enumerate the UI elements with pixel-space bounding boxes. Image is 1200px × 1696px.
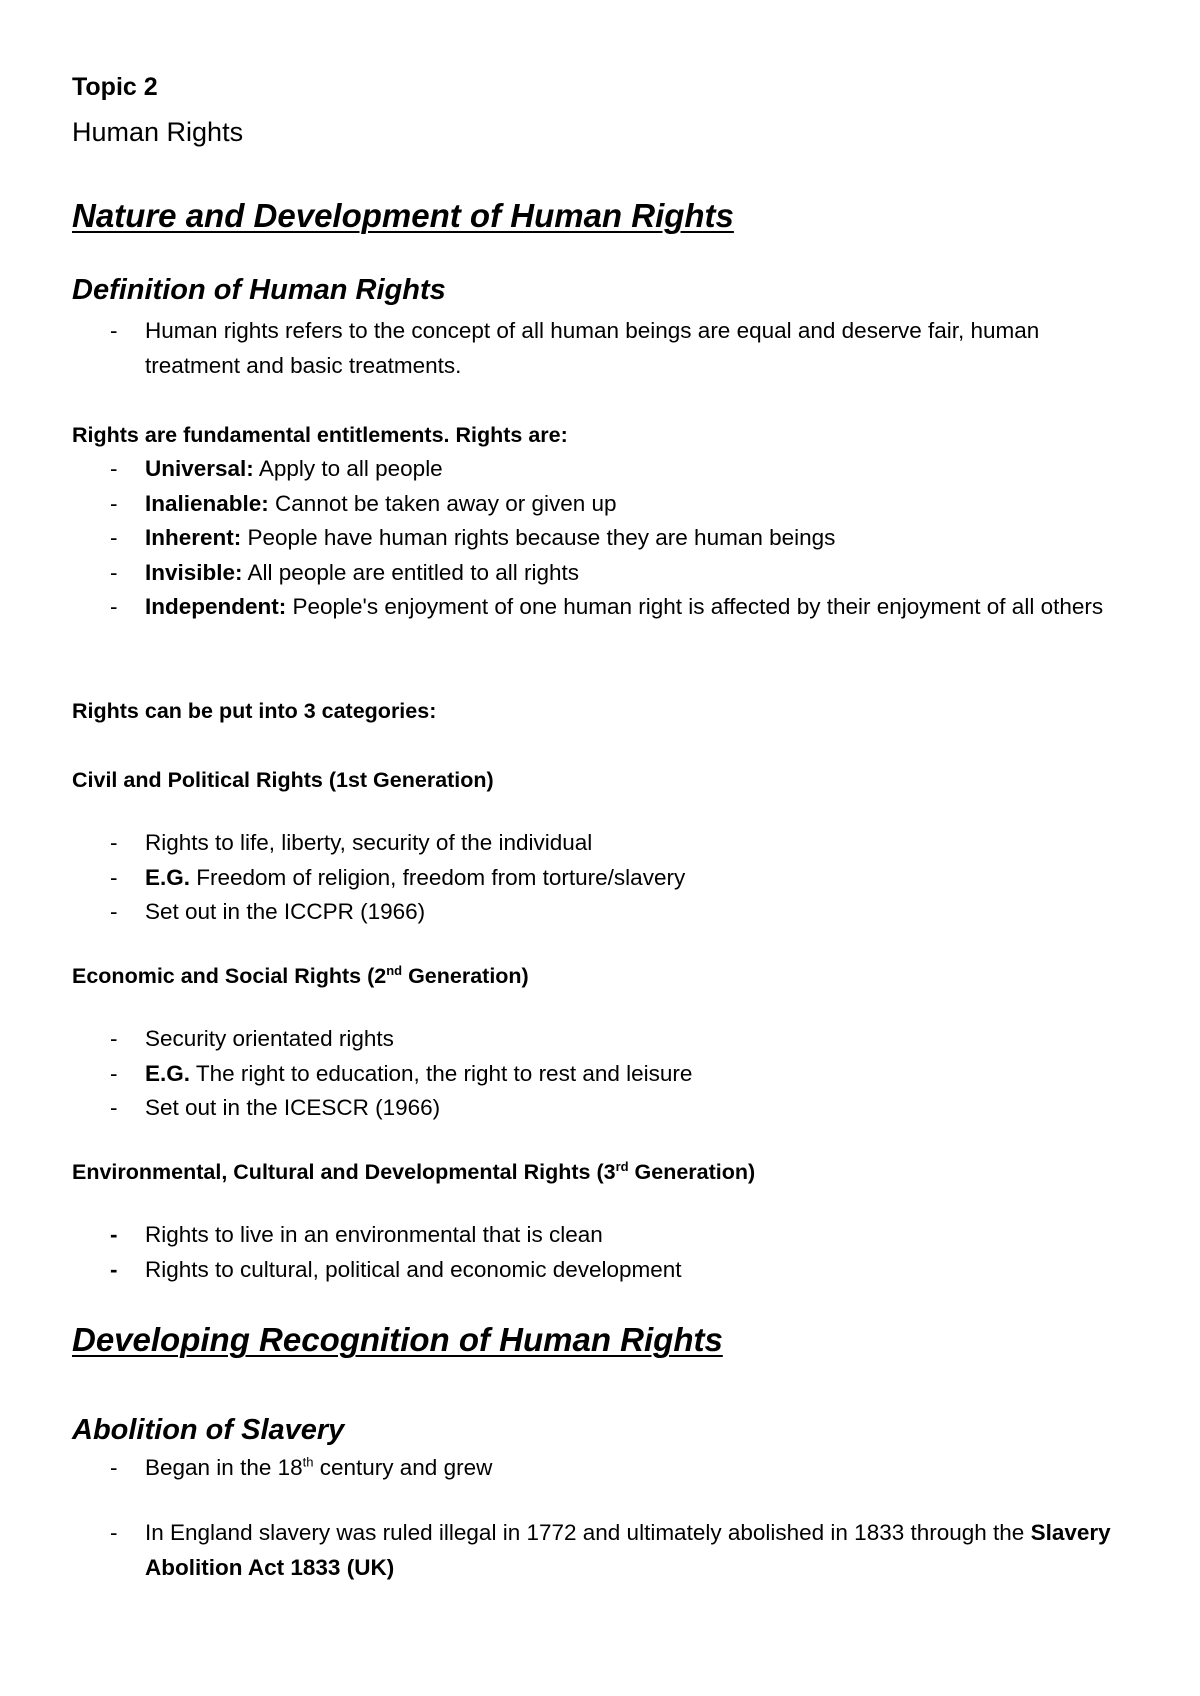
section-heading-nature: Nature and Development of Human Rights (72, 197, 734, 234)
term-description: People have human rights because they are human beings (241, 525, 836, 550)
dash-bullet: - (110, 1520, 118, 1545)
second-generation-list (72, 1022, 1132, 1126)
list-item (72, 1022, 1132, 1057)
term-inherent: Inherent: (145, 525, 242, 550)
list-item (72, 1218, 1132, 1253)
list-item (72, 314, 1132, 383)
item-term: E.G. (145, 1060, 191, 1086)
list-item (72, 487, 1132, 522)
abolition-list-2 (72, 1516, 1132, 1585)
item-term: E.G. (145, 864, 191, 890)
item-text: Set out in the ICESCR (1966) (145, 1095, 441, 1120)
ordinal-suffix: th (302, 1454, 314, 1470)
term-description: People's enjoyment of one human right is affected by their enjoyment of all others (286, 594, 1104, 619)
list-item (72, 590, 1132, 625)
list-item (72, 452, 1132, 487)
dash-bullet: - (110, 1256, 118, 1282)
third-generation-label (72, 1158, 755, 1186)
term-description: All people are entitled to all rights (242, 559, 579, 585)
label-text: Generation) (628, 1160, 756, 1184)
term-independent: Independent: (145, 594, 287, 619)
item-text: Security orientated rights (145, 1026, 394, 1051)
dash-bullet: - (110, 1222, 118, 1247)
dash-bullet: - (110, 899, 118, 924)
definition-text: Human rights refers to the concept of all human beings are equal and deserve fair, human treatment and basic treatments. (145, 318, 1040, 378)
list-item (72, 521, 1132, 556)
dash-bullet: - (110, 594, 118, 619)
list-item (72, 556, 1132, 591)
dash-bullet: - (110, 456, 118, 481)
subheading-abolition: Abolition of Slavery (72, 1414, 345, 1446)
subheading-definition: Definition of Human Rights (72, 274, 446, 306)
item-text: Freedom of religion, freedom from torture/slavery (190, 864, 686, 890)
item-text: Began in the 18 (145, 1455, 303, 1480)
dash-bullet: - (110, 1026, 118, 1051)
categories-label: Rights can be put into 3 categories: (72, 699, 437, 723)
abolition-list-1 (72, 1451, 1132, 1486)
item-text: In England slavery was ruled illegal in 1772 and ultimately abolished in 1833 through the (145, 1520, 1031, 1545)
label-text: Generation) (402, 964, 529, 988)
rights-are-label: Rights are fundamental entitlements. Rights are: (72, 423, 568, 447)
dash-bullet: - (110, 1095, 118, 1120)
dash-bullet: - (110, 525, 118, 550)
item-text: century and grew (313, 1455, 493, 1480)
dash-bullet: - (110, 1455, 118, 1480)
item-text: The right to education, the right to rest and leisure (190, 1060, 693, 1086)
dash-bullet: - (110, 1060, 118, 1086)
item-text: Rights to live in an environmental that is clean (145, 1222, 603, 1247)
slavery-act-name: Slavery Abolition Act 1833 (UK) (145, 1520, 1111, 1580)
list-item (72, 1516, 1132, 1585)
list-item (72, 895, 1132, 930)
label-text: Economic and Social Rights (2 (72, 964, 387, 988)
topic-label: Topic 2 (72, 73, 158, 101)
list-item (72, 1091, 1132, 1126)
second-generation-label (72, 962, 529, 990)
term-description: Apply to all people (253, 456, 443, 481)
list-item (72, 861, 1132, 896)
ordinal-suffix: rd (615, 1158, 629, 1174)
term-invisible: Invisible: (145, 559, 243, 585)
dash-bullet: - (110, 490, 118, 516)
definition-list (72, 314, 1132, 383)
list-item (72, 826, 1132, 861)
dash-bullet: - (110, 830, 118, 855)
list-item (72, 1451, 1132, 1486)
dash-bullet: - (110, 559, 118, 585)
list-item (72, 1057, 1132, 1092)
item-text: Set out in the ICCPR (1966) (145, 899, 426, 924)
first-generation-label: Civil and Political Rights (1st Generation) (72, 768, 494, 792)
third-generation-list (72, 1218, 1132, 1287)
rights-are-list (72, 452, 1132, 625)
term-description: Cannot be taken away or given up (268, 490, 617, 516)
document-subtitle: Human Rights (72, 117, 244, 147)
item-text: Rights to cultural, political and economic development (145, 1256, 682, 1282)
section-heading-recognition: Developing Recognition of Human Rights (72, 1321, 723, 1358)
label-text: Environmental, Cultural and Developmental Rights (3 (72, 1160, 616, 1184)
dash-bullet: - (110, 864, 118, 890)
dash-bullet: - (110, 318, 118, 343)
ordinal-suffix: nd (386, 962, 403, 978)
first-generation-list (72, 826, 1132, 930)
list-item (72, 1253, 1132, 1288)
item-text: Rights to life, liberty, security of the individual (145, 830, 593, 855)
term-inalienable: Inalienable: (145, 490, 269, 516)
term-universal: Universal: (145, 456, 254, 481)
